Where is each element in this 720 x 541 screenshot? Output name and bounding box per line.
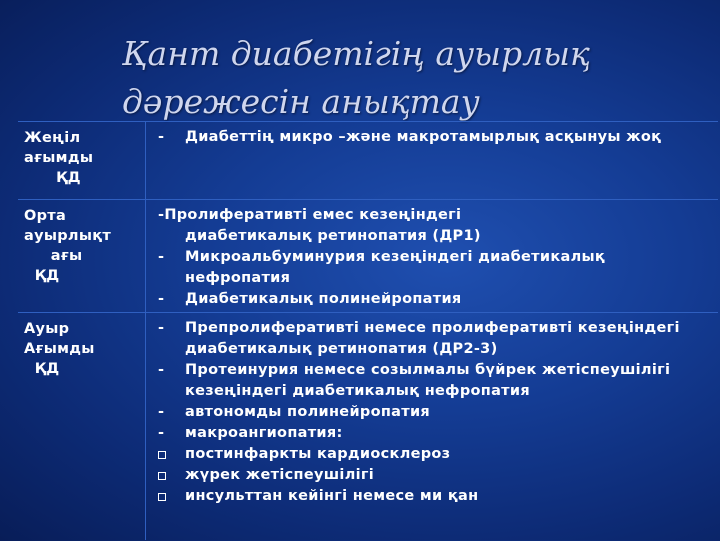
row-label: Ауыр Ағымды ҚД bbox=[24, 321, 95, 377]
list-item-text: Диабеттің микро –және макротамырлық асқынуы жоқ bbox=[185, 129, 662, 145]
list-item bbox=[158, 205, 713, 247]
dash-bullet: - bbox=[158, 362, 165, 378]
list-item-text: жүрек жетіспеушілігі bbox=[185, 467, 375, 483]
dash-bullet: - bbox=[158, 320, 165, 336]
list-item-text: Протеинурия немесе созылмалы бүйрек жетіспеушілігі кезеңіндегі диабетикалық нефропатия bbox=[185, 362, 671, 399]
row-label: Орта ауырлықт ағы ҚД bbox=[24, 208, 112, 284]
square-bullet-icon bbox=[158, 486, 178, 508]
list-item-text: Диабетикалық полинейропатия bbox=[185, 291, 462, 307]
dash-bullet: - bbox=[158, 291, 165, 307]
list-item bbox=[158, 289, 713, 310]
row-items bbox=[158, 318, 713, 507]
row-items bbox=[158, 127, 713, 148]
list-item-text: постинфаркты кардиосклероз bbox=[185, 446, 451, 462]
list-item bbox=[158, 465, 713, 486]
table-row-moderate bbox=[18, 199, 718, 313]
title-line-2: дәрежесін анықтау bbox=[122, 82, 480, 121]
row-label: Жеңіл ағымды ҚД bbox=[24, 130, 94, 186]
dash-bullet: - bbox=[158, 129, 165, 145]
dash-bullet: - bbox=[158, 425, 165, 441]
list-item bbox=[158, 360, 713, 402]
list-item bbox=[158, 318, 713, 360]
table-row-severe bbox=[18, 312, 718, 541]
list-item-text: макроангиопатия: bbox=[185, 425, 343, 441]
list-item bbox=[158, 486, 713, 507]
severity-table bbox=[18, 121, 718, 540]
slide-title bbox=[122, 30, 702, 126]
title-line-1: Қант диабетігің ауырлық bbox=[122, 34, 590, 73]
list-item bbox=[158, 247, 713, 289]
table-row-mild bbox=[18, 121, 718, 200]
row-items bbox=[158, 205, 713, 310]
list-item-text: Препролиферативті немесе пролиферативті кезеңіндегі диабетикалық ретинопатия (ДР2-3) bbox=[185, 320, 680, 357]
list-item bbox=[158, 402, 713, 423]
square-bullet-icon bbox=[158, 465, 178, 487]
list-item-text: автономды полинейропатия bbox=[185, 404, 431, 420]
list-item-text: инсульттан кейінгі немесе ми қан bbox=[185, 488, 479, 504]
list-item bbox=[158, 444, 713, 465]
list-item bbox=[158, 423, 713, 444]
list-item bbox=[158, 127, 713, 148]
dash-bullet: - bbox=[158, 249, 165, 265]
list-item-text: Микроальбуминурия кезеңіндегі диабетикалық нефропатия bbox=[185, 249, 606, 286]
dash-bullet: - bbox=[158, 404, 165, 420]
list-item-text: диабетикалық ретинопатия (ДР1) bbox=[185, 228, 481, 244]
square-bullet-icon bbox=[158, 444, 178, 466]
list-item-text: -Пролиферативті емес кезеңіндегі bbox=[158, 207, 462, 223]
